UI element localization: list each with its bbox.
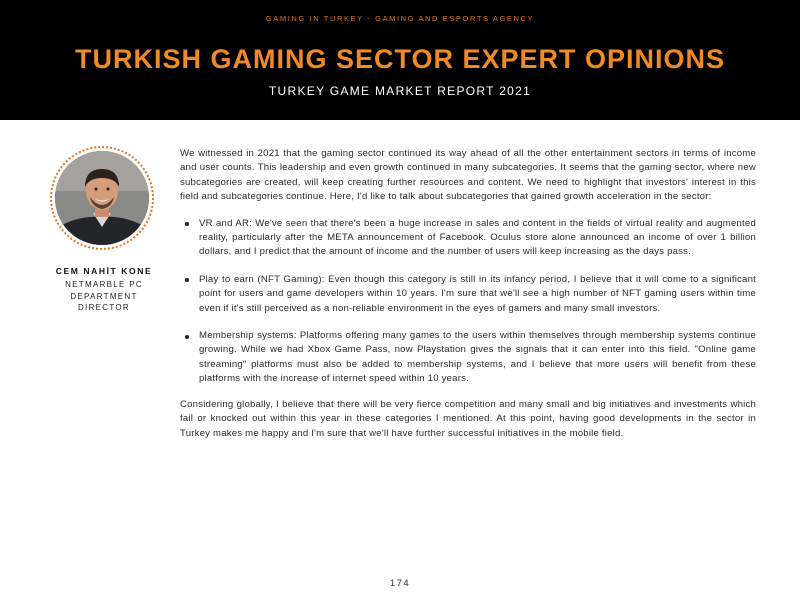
author-portrait-icon bbox=[55, 151, 149, 245]
bullet-item-vr-ar: VR and AR: We've seen that there's been a huge increase in sales and content in the fields of virtual reality and augmented reality, particularly after the META announcement of Facebook. Oculus store alone announced an income of over 1 billion dollars, and I predict that the amount of income and the number of users will keep increasing as the days pass. bbox=[180, 217, 756, 260]
author-role bbox=[20, 279, 188, 314]
agency-tagline: GAMING IN TURKEY - GAMING AND ESPORTS AGENCY bbox=[265, 14, 535, 23]
author-role-line: NETMARBLE PC bbox=[65, 280, 143, 289]
article-body bbox=[180, 147, 756, 441]
bullet-item-play-to-earn: Play to earn (NFT Gaming): Even though this category is still in its infancy period, I believe that it will come to a significant point for users and game developers within 10 years. I'm sure that we'll see a high number of NFT gaming users within time even if it's still perceived as a non-reliable environment in the eyes of gamers and many small investors. bbox=[180, 273, 756, 316]
page-title: TURKISH GAMING SECTOR EXPERT OPINIONS bbox=[74, 44, 726, 74]
article-conclusion: Considering globally, I believe that there will be very fierce competition and many small and big initiatives and investments which fail or knocked out within this year in these categories I mentioned. At this point, having good developments in the sector in Turkey makes me happy and I'm sure that we'll have further successful initiatives in the mobile field. bbox=[180, 398, 756, 439]
author-avatar bbox=[55, 151, 149, 245]
page-number: 174 bbox=[389, 578, 411, 589]
bullet-item-membership: Membership systems: Platforms offering many games to the users within themselves through membership systems continue growing. While we had Xbox Game Pass, now Playstation gives the signals that it can enter into this field. "Online game streaming" platforms must also be added to membership systems, and I believe that more users will benefit from these platforms with the increase of internet speed within 10 years. bbox=[180, 329, 756, 387]
page-header bbox=[0, 0, 800, 120]
report-subtitle: TURKEY GAME MARKET REPORT 2021 bbox=[268, 84, 532, 98]
author-role-line: DEPARTMENT bbox=[70, 291, 138, 301]
article-intro: We witnessed in 2021 that the gaming sector continued its way ahead of all the other entertainment sectors in terms of income and user counts. This leadership and even growth continued in many subcategories. It seems that the gaming sector, where new subcategories are created, will keep creating further resources and content. We need to highlight that investors' interest in this field and subcategories continue. Here, I'd like to talk about subcategories that gained growth acceleration in the sector: bbox=[180, 148, 756, 203]
bullet-list bbox=[180, 217, 756, 387]
author-role-line: DIRECTOR bbox=[77, 303, 131, 312]
author-name: CEM NAHİT KONE bbox=[55, 266, 153, 276]
